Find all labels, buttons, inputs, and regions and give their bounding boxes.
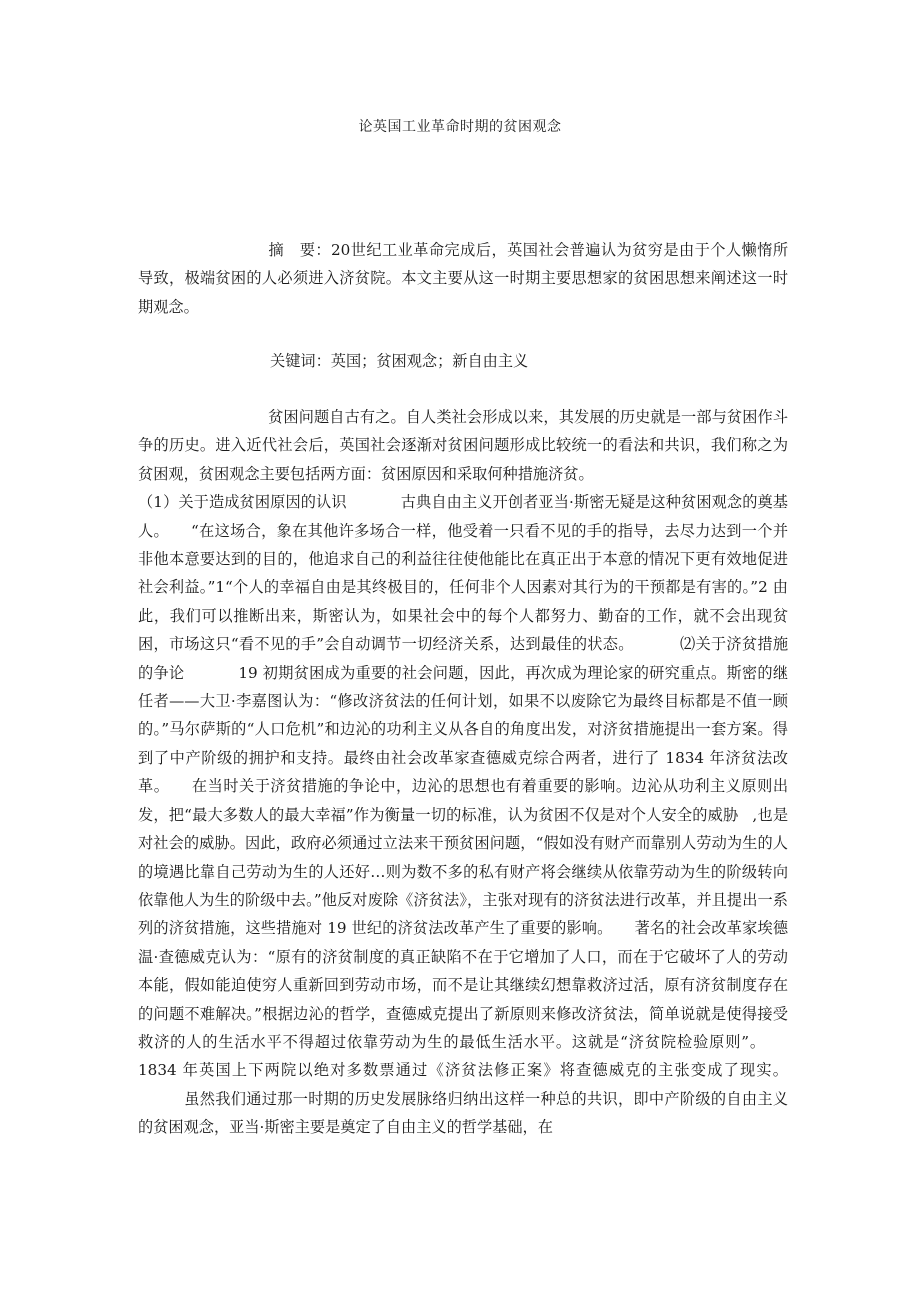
section2-heading: ⑵关于济贫措施的争论 xyxy=(138,635,789,682)
keywords-text: 英国；贫困观念；新自由主义 xyxy=(330,352,529,370)
document-title: 论英国工业革命时期的贫困观念 xyxy=(358,119,562,135)
section2-text-e: 1834 年英国上下两院以绝对多数票通过《济贫法修正案》将查德威克的主张变成了现实。 xyxy=(138,1061,788,1080)
section2-text-c: ,也是对社会的威胁。因此，政府必须通过立法来干预贫困问题，“假如没有财产而靠别人劳动为生的人的境遇比靠自己劳动为生的人还好…则为数不多的私有财产将会继续从依靠劳动为生的阶级转向依靠他人为生的阶级中去。”他反对废除《济贫法》，主张对现有的济贫法进行改革，并且提出一系列的济贫措施，这些措施对 19 世纪的济贫法改革产生了重要的影响。 xyxy=(138,805,789,938)
section2-text-d: 著名的社会改革家埃德温·查德威克认为：“原有的济贫制度的真正缺陷不在于它增加了人口，而在于它破坏了人的劳动本能，假如能迫使穷人重新回到劳动市场，而不是让其继续幻想靠救济过活，原有济贫制度存在的问题不难解决。”根据边沁的哲学，查德威克提出了新原则来修改济贫法，简单说就是使得接受救济的人的生活水平不得超过依靠劳动为生的最低生活水平。这就是“济贫院检验原则”。 xyxy=(138,919,789,1051)
keywords-label: 关键词： xyxy=(270,352,331,370)
keywords xyxy=(270,347,790,375)
section2-text-a: 19 初期贫困成为重要的社会问题，因此，再次成为理论家的研究重点。斯密的继任者——大卫·李嘉图认为：“修改济贫法的任何计划，如果不以废除它为最终目标都是不值一顾的。”马尔萨斯的“人口危机”和边沁的功利主义从各自的角度出发，对济贫措施提出一套方案。得到了中产阶级的拥护和支持。最终由社会改革家查德威克综合两者，进行了 1834 年济贫法改革。 xyxy=(138,663,789,796)
body-text xyxy=(138,403,788,1142)
section2-text-b: 在当时关于济贫措施的争论中，边沁的思想也有着重要的影响。边沁从功利主义原则出发，把“最大多数人的最大幸福”作为衡量一切的标准，认为贫困不仅是对个人安全的威胁 xyxy=(138,777,789,824)
abstract-label: 摘 要： xyxy=(268,241,331,259)
intro-paragraph: 贫困问题自古有之。自人类社会形成以来，其发展的历史就是一部与贫困作斗争的历史。进入近代社会后，英国社会逐渐对贫困问题形成比较统一的看法和共识，我们称之为贫困观，贫困观念主要包括两方面：贫困原因和采取何种措施济贫。 xyxy=(138,408,788,483)
section2-text-f: 虽然我们通过那一时期的历史发展脉络归纳出这样一种总的共识，即中产阶级的自由主义的贫困观念，亚当·斯密主要是奠定了自由主义的哲学基础，在 xyxy=(138,1089,788,1137)
section1-text-a: 古典自由主义开创者亚当·斯密无疑是这种贫困观念的奠基人。 xyxy=(138,493,788,540)
abstract-text: 20世纪工业革命完成后，英国社会普遍认为贫穷是由于个人懒惰所导致，极端贫困的人必须进入济贫院。本文主要从这一时期主要思想家的贫困思想来阐述这一时期观念。 xyxy=(138,241,789,316)
abstract xyxy=(138,236,788,321)
section1-text-b: “在这场合，象在其他许多场合一样，他受着一只看不见的手的指导，去尽力达到一个并非他本意要达到的目的，他追求自己的利益往往使他能比在真正出于本意的情况下更有效地促进社会利益。”1“个人的幸福自由是其终极目的，任何非个人因素对其行为的干预都是有害的。”2 由此，我们可以推断出来，斯密认为，如果社会中的每个人都努力、勤奋的工作，就不会出现贫困，市场这只“看不见的手”会自动调节一切经济关系，达到最佳的状态。 xyxy=(138,521,789,654)
section1-heading: （1）关于造成贫困原因的认识 xyxy=(138,493,347,512)
